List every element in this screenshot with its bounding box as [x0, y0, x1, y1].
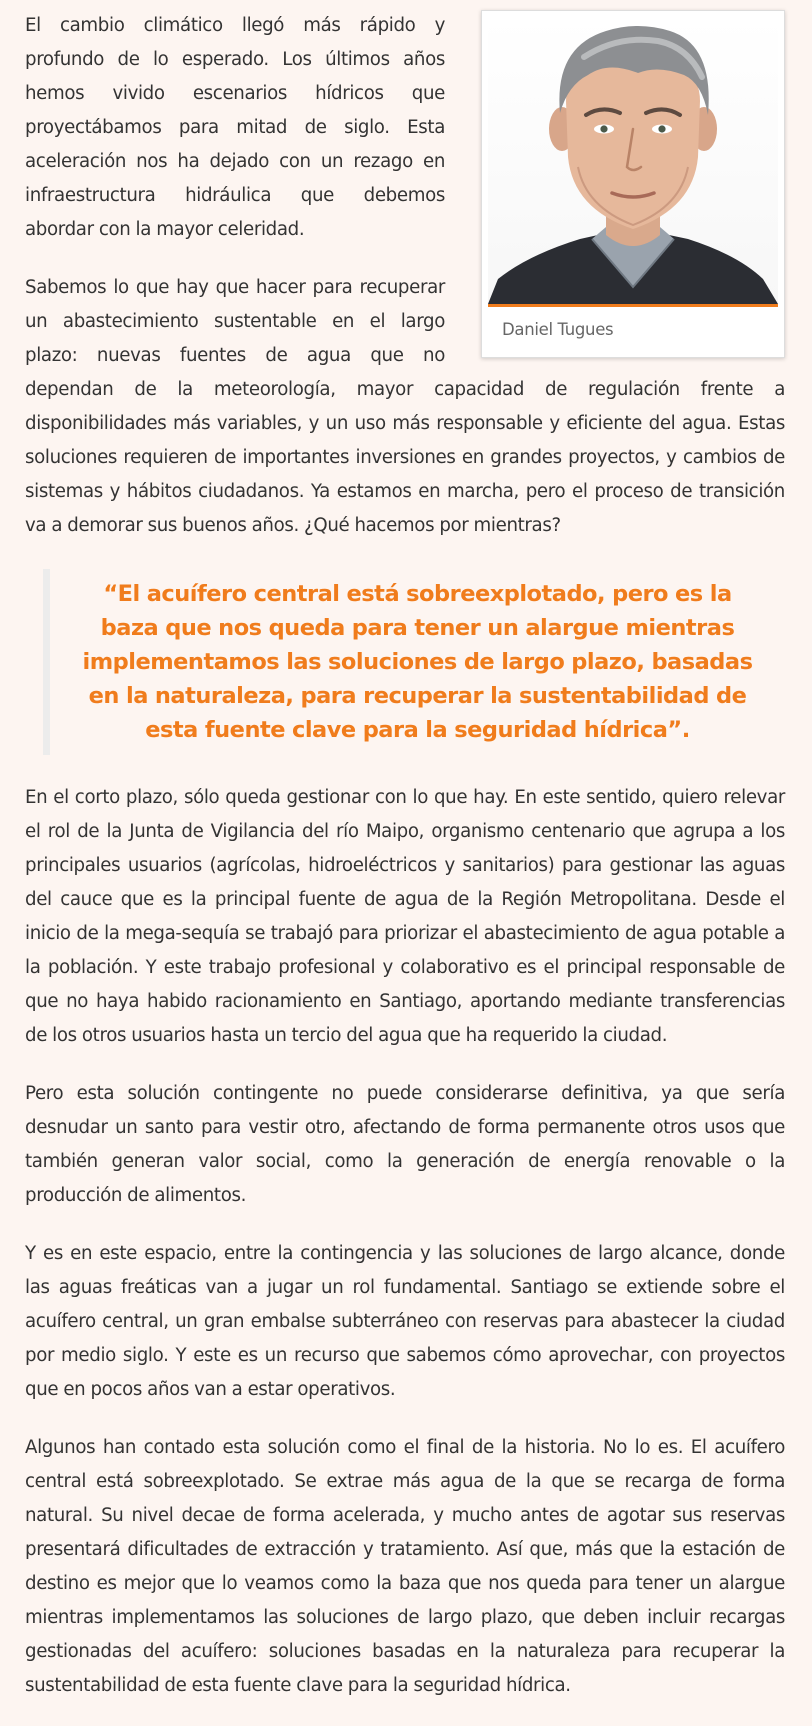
author-photo — [488, 17, 778, 307]
photo-caption: Daniel Tugues — [502, 320, 614, 339]
paragraph: Pero esta solución contingente no puede considerarse definitiva, ya que sería desnudar un santo para vestir otro, afectando de forma permanente otros usos que también generan valor social, como la generación de energía renovable o la producción de alimentos. — [25, 1083, 785, 1206]
paragraph: En el corto plazo, sólo queda gestionar con lo que hay. En este sentido, quiero relevar el rol de la Junta de Vigilancia del río Maipo, organismo centenario que agrupa a los principales usuarios (agrícolas, hidroeléctricos y sanitarios) para gestionar las aguas del cauce que es la principal fuente de agua de la Región Metropolitana. Desde el inicio de la mega-sequía se trabajó para priorizar el abastecimiento de agua potable a la población. Y este trabajo profesional y colaborativo es el principal responsable de que no haya habido racionamiento en Santiago, aportando mediante transferencias de los otros usuarios hasta un tercio del agua que ha requerido la ciudad. — [25, 787, 785, 1046]
author-photo-figure — [481, 10, 785, 358]
pull-quote: “El acuífero central está sobreexplotado, pero es la baza que nos queda para tener un alargue mientras implementamos las soluciones de largo plazo, basadas en la naturaleza, para recuperar la sustentabilidad de esta fuente clave para la seguridad hídrica”. — [43, 569, 785, 755]
paragraph: Algunos han contado esta solución como el final de la historia. No lo es. El acuífero central está sobreexplotado. Se extrae más agua de la que se recarga de forma natural. Su nivel decae de forma acelerada, y mucho antes de agotar sus reservas presentará dificultades de extracción y tratamiento. Así que, más que la estación de destino es mejor que lo veamos como la baza que nos queda para tener un alargue mientras implementamos las soluciones de largo plazo, que deben incluir recargas gestionadas del acuífero: soluciones basadas en la naturaleza para recuperar la sustentabilidad de esta fuente clave para la seguridad hídrica. — [25, 1437, 785, 1696]
paragraph: El cambio climático llegó más rápido y profundo de lo esperado. Los últimos años hemos vivido escenarios hídricos que proyectábamos para mitad de siglo. Esta aceleración nos ha dejado con un rezago en infraestructura hidráulica que debemos abordar con la mayor celeridad. — [25, 15, 445, 240]
article-body — [25, 0, 785, 1703]
paragraph: Y es en este espacio, entre la contingencia y las soluciones de largo alcance, donde las aguas freáticas van a jugar un rol fundamental. Santiago se extiende sobre el acuífero central, un gran embalse subterráneo con reservas para abastecer la ciudad por medio siglo. Y este es un recurso que sabemos cómo aprovechar, con proyectos que en pocos años van a estar operativos. — [25, 1243, 785, 1400]
paragraph: Sabemos lo que hay que hacer para recuperar un abastecimiento sustentable en el largo plazo: nuevas fuentes de agua que no dependan de la meteorología, mayor capacidad de regulación frente a disponibilidades más variables, y un uso más responsable y eficiente del agua. Estas soluciones requieren de importantes inversiones en grandes proyectos, y cambios de sistemas y hábitos ciudadanos. Ya estamos en marcha, pero el proceso de transición va a demorar sus buenos años. ¿Qué hacemos por mientras? — [25, 277, 785, 536]
portrait-illustration — [488, 17, 778, 304]
